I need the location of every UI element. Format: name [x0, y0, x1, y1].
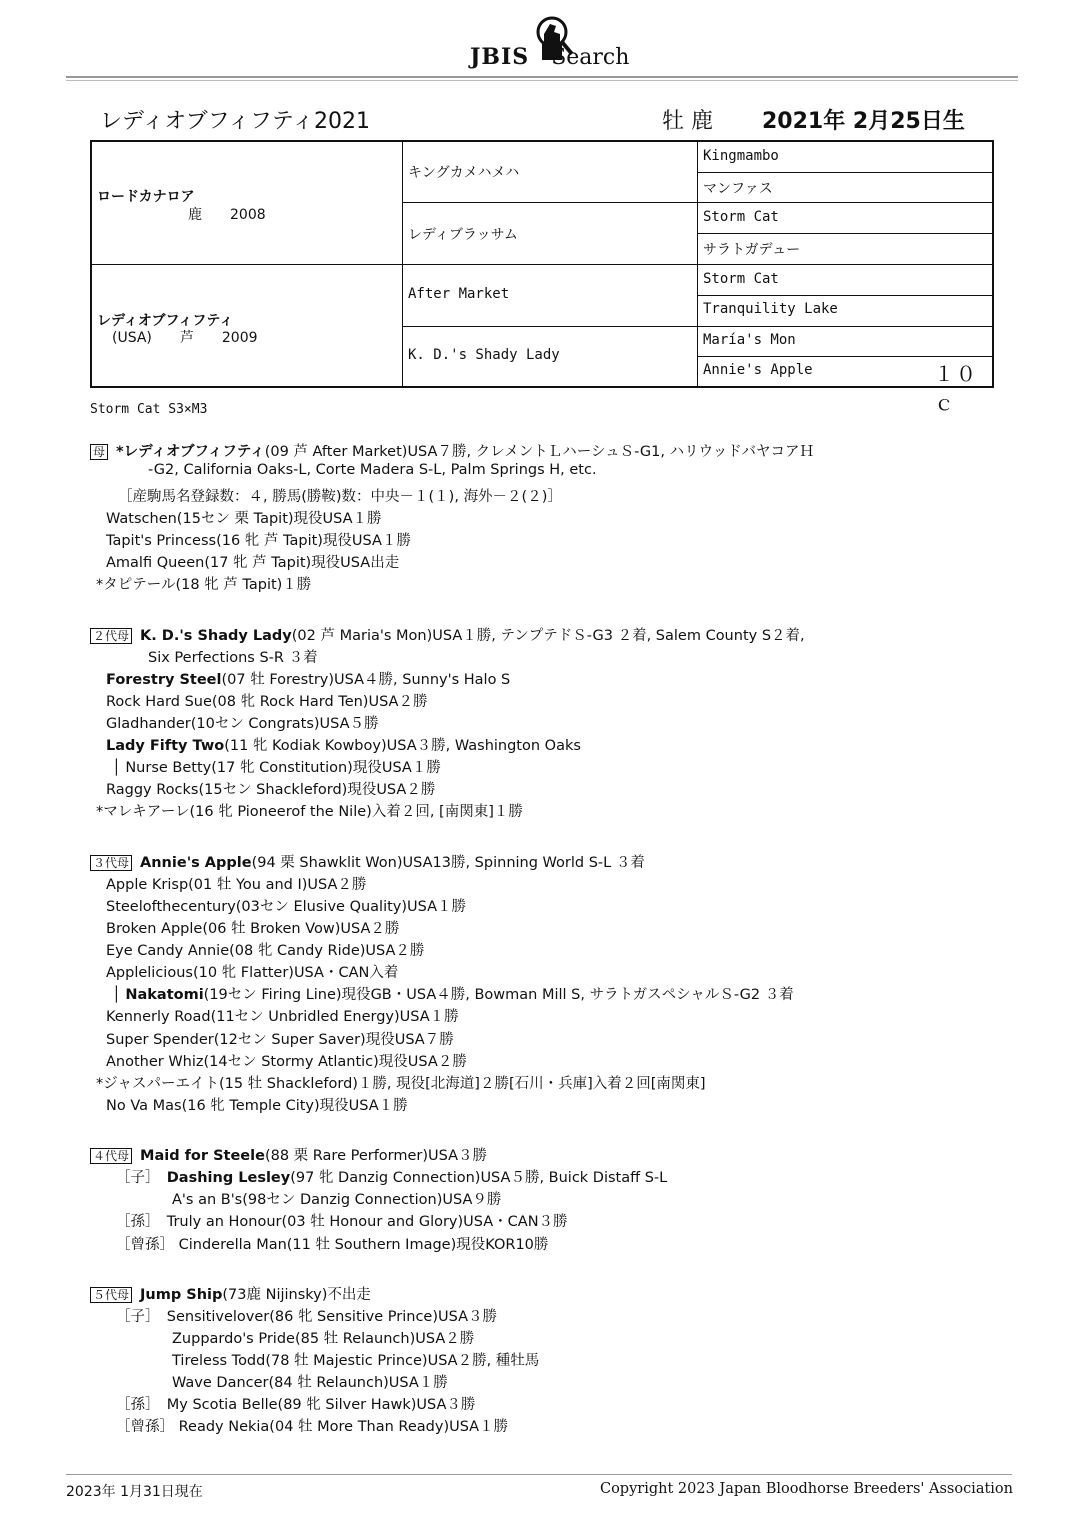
line-text: ［孫］ My Scotia Belle(89 牝 Silver Hawk)USA３勝: [116, 1397, 476, 1413]
horse-name: レディオブフィフティ2021: [100, 109, 371, 134]
pedigree-g2-4: K. D.'s Shady Lady: [408, 347, 560, 363]
family-line: [112, 983, 794, 1004]
line-text: Watschen(15セン 栗 Tapit)現役USA１勝: [106, 511, 382, 527]
family-line: [116, 1210, 568, 1231]
line-text: *タピテール(18 牝 芦 Tapit)１勝: [96, 577, 312, 593]
family-line: [172, 1349, 539, 1370]
line-text: ［子］ Dashing Lesley(97 牝 Danzig Connection)USA５勝, Buick Distaff S-L: [116, 1170, 668, 1186]
as-of-date: 2023年 1月31日現在: [66, 1484, 203, 1500]
family-line: [106, 873, 366, 894]
line-text: No Va Mas(16 牝 Temple City)現役USA１勝: [106, 1098, 408, 1114]
line-text: ［曾孫］ Ready Nekia(04 牡 More Than Ready)USA１勝: [116, 1419, 509, 1435]
family-line: [116, 1415, 508, 1436]
header-rule: [66, 76, 1018, 78]
generation-heading: [90, 1144, 487, 1165]
line-text: │ Nurse Betty(17 牝 Constitution)現役USA１勝: [112, 760, 441, 776]
jbis-search-logo: [470, 14, 640, 74]
line-text: Amalfi Queen(17 牝 芦 Tapit)現役USA出走: [106, 555, 400, 571]
generation-tag: 母: [90, 444, 108, 460]
pedigree-g3-4: サラトガデュー: [703, 242, 801, 258]
line-text: │ Nakatomi(19セン Firing Line)現役GB・USA４勝, Bowman Mill S, サラトガスペシャルＳ-G2 ３着: [112, 987, 794, 1003]
line-text: Wave Dancer(84 牡 Relaunch)USA１勝: [172, 1375, 448, 1391]
pedigree-g3-1: Kingmambo: [703, 148, 779, 164]
family-line: [116, 1393, 475, 1414]
generation-tag: ３代母: [90, 855, 132, 871]
line-text: *ジャスパーエイト(15 牡 Shackleford)１勝, 現役[北海道]２勝[石川・兵庫]入着２回[南関東]: [96, 1076, 706, 1092]
family-line: [106, 1050, 467, 1071]
family-line: [116, 1305, 497, 1326]
line-text: Gladhander(10セン Congrats)USA５勝: [106, 716, 379, 732]
copyright: Copyright 2023 Japan Bloodhorse Breeders' Association: [599, 1481, 1013, 1497]
family-line: [106, 895, 466, 916]
family-line: [106, 961, 398, 982]
family-line: [96, 1072, 706, 1093]
pedigree-g3-6: Tranquility Lake: [703, 301, 838, 317]
line-text: Raggy Rocks(15セン Shackleford)現役USA２勝: [106, 782, 436, 798]
line-text: Eye Candy Annie(08 牝 Candy Ride)USA２勝: [106, 943, 425, 959]
line-text: -G2, California Oaks-L, Corte Madera S-L, Palm Springs H, etc.: [148, 462, 597, 478]
line-text: *レディオブフィフティ(09 芦 After Market)USA７勝, クレメントＬハーシュＳ-G1, ハリウッドバヤコアＨ: [116, 444, 815, 460]
family-line: [106, 668, 510, 689]
family-line: [106, 690, 427, 711]
inbreeding-note: Storm Cat S3×M3: [90, 402, 208, 417]
line-text: ［孫］ Truly an Honour(03 牡 Honour and Glory)USA・CAN３勝: [116, 1214, 568, 1230]
line-text: Six Perfections S-R ３着: [148, 650, 318, 666]
family-line: [172, 1371, 448, 1392]
generation-heading: [90, 1283, 371, 1304]
logo-search: Search: [551, 45, 630, 70]
family-line: [116, 1233, 548, 1254]
line-text: K. D.'s Shady Lady(02 芦 Maria's Mon)USA１勝, テンプテドＳ-G3 ２着, Salem County S２着,: [140, 628, 805, 644]
family-line: [118, 485, 562, 506]
line-text: Zuppardo's Pride(85 牡 Relaunch)USA２勝: [172, 1331, 475, 1347]
birth-date: 2021年 2月25日生: [762, 109, 965, 134]
generation-heading: [90, 440, 814, 461]
family-line: [148, 462, 597, 478]
family-line: [106, 917, 399, 938]
generation-tag: ５代母: [90, 1287, 132, 1303]
generation-tag: ２代母: [90, 628, 132, 644]
sire-name: ロードカナロア: [97, 189, 195, 205]
family-line: [106, 1028, 454, 1049]
line-text: Maid for Steele(88 栗 Rare Performer)USA３勝: [140, 1148, 488, 1164]
line-text: Annie's Apple(94 栗 Shawklit Won)USA13勝, Spinning World S-L ３着: [140, 855, 645, 871]
family-line: [148, 646, 318, 667]
line-text: ［産駒馬名登録数：４, 勝馬(勝鞍)数：中央－１(１), 海外－２(２)］: [118, 489, 562, 505]
logo-jbis: JBIS: [470, 44, 530, 70]
family-line: [96, 573, 311, 594]
family-line: [106, 529, 411, 550]
line-text: Another Whiz(14セン Stormy Atlantic)現役USA２勝: [106, 1054, 467, 1070]
line-text: Rock Hard Sue(08 牝 Rock Hard Ten)USA２勝: [106, 694, 428, 710]
family-line: [116, 1166, 667, 1187]
line-text: *マレキアーレ(16 牝 Pioneerof the Nile)入着２回, [南関東]１勝: [96, 804, 523, 820]
pedigree-g3-8: Annie's Apple: [703, 362, 813, 378]
line-text: Broken Apple(06 牡 Broken Vow)USA２勝: [106, 921, 400, 937]
line-text: A's an B's(98セン Danzig Connection)USA９勝: [172, 1192, 502, 1208]
pedigree-g2-1: キングカメハメハ: [408, 165, 520, 181]
line-text: Tapit's Princess(16 牝 芦 Tapit)現役USA１勝: [106, 533, 411, 549]
line-text: Lady Fifty Two(11 牝 Kodiak Kowboy)USA３勝, Washington Oaks: [106, 738, 581, 754]
family-line: [106, 939, 424, 960]
family-line: [106, 1005, 459, 1026]
line-text: ［子］ Sensitivelover(86 牝 Sensitive Prince)USA３勝: [116, 1309, 497, 1325]
line-text: Super Spender(12セン Super Saver)現役USA７勝: [106, 1032, 454, 1048]
line-text: ［曾孫］ Cinderella Man(11 牡 Southern Image)現役KOR10勝: [116, 1237, 549, 1253]
family-line: [106, 551, 399, 572]
footer-rule: [66, 1474, 1012, 1475]
family-line: [106, 507, 382, 528]
family-line: [96, 800, 523, 821]
family-line: [106, 712, 379, 733]
family-line: [172, 1327, 474, 1348]
pedigree-g3-7: María's Mon: [703, 332, 796, 348]
pedigree-g2-2: レディブラッサム: [408, 227, 518, 243]
family-line: [106, 1094, 408, 1115]
pedigree-g2-3: After Market: [408, 286, 510, 302]
line-text: Jump Ship(73鹿 Nijinsky)不出走: [140, 1287, 371, 1303]
line-text: Kennerly Road(11セン Unbridled Energy)USA１勝: [106, 1009, 459, 1025]
family-line: [172, 1188, 501, 1209]
family-number: １０ｃ: [934, 362, 978, 415]
header-rule-thin: [66, 80, 1018, 81]
line-text: Applelicious(10 牝 Flatter)USA・CAN入着: [106, 965, 399, 981]
dam-detail: (USA) 芦 2009: [112, 330, 258, 346]
generation-heading: [90, 624, 805, 645]
family-line: [106, 778, 435, 799]
sex-color: 牡 鹿: [662, 109, 713, 134]
generation-heading: [90, 851, 645, 872]
pedigree-g3-2: マンファス: [703, 181, 773, 197]
family-line: [106, 734, 581, 755]
dam-name: レディオブフィフティ: [97, 313, 234, 329]
sire-detail: 鹿 2008: [188, 207, 266, 223]
line-text: Steelofthecentury(03セン Elusive Quality)USA１勝: [106, 899, 467, 915]
line-text: Tireless Todd(78 牡 Majestic Prince)USA２勝, 種牡馬: [172, 1353, 540, 1369]
pedigree-g3-3: Storm Cat: [703, 209, 779, 225]
generation-tag: ４代母: [90, 1148, 132, 1164]
line-text: Forestry Steel(07 牡 Forestry)USA４勝, Sunny's Halo S: [106, 672, 511, 688]
line-text: Apple Krisp(01 牡 You and I)USA２勝: [106, 877, 367, 893]
pedigree-g3-5: Storm Cat: [703, 271, 779, 287]
family-line: [112, 756, 441, 777]
